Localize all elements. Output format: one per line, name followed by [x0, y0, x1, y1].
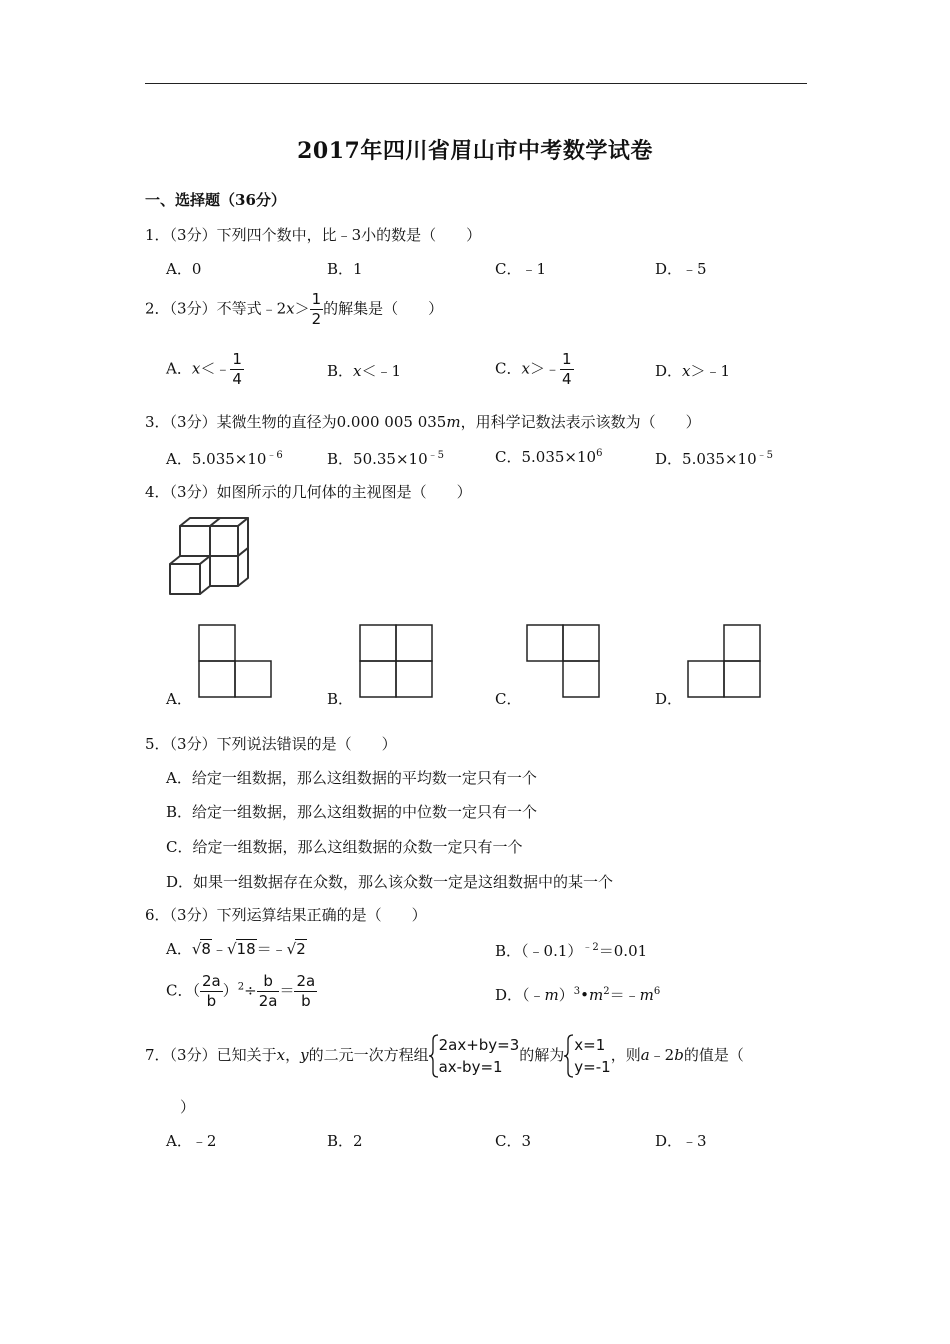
exponent: 2: [603, 986, 610, 997]
question-7-stem: [145, 1034, 744, 1078]
question-6-option-a: [166, 938, 307, 959]
exponent: ﹣6: [266, 450, 283, 461]
stem-text: 的二元一次方程组: [308, 1046, 429, 1064]
stem-text: 2．（3分）不等式﹣2: [145, 299, 287, 318]
exponent: 3: [573, 986, 581, 997]
radicand: 8: [201, 940, 211, 958]
question-7-option-b: B．2: [327, 1132, 363, 1150]
relation: ＞﹣1: [690, 362, 731, 380]
header-rule: [145, 83, 807, 84]
option-label: C．: [495, 359, 522, 378]
exponent: 6: [596, 448, 603, 459]
var-x: x: [286, 299, 295, 318]
question-1-option-c: C．﹣1: [495, 260, 547, 278]
question-3-option-a: [166, 446, 283, 469]
frac-num: 1: [561, 350, 572, 368]
question-5-option-c: C．给定一组数据，那么这组数据的众数一定只有一个: [166, 838, 523, 856]
exponent: 2: [237, 981, 245, 993]
var-x: x: [353, 362, 362, 380]
sqrt-8: √8: [191, 940, 211, 958]
fraction-one-half: [310, 292, 324, 327]
question-5-option-b: B．给定一组数据，那么这组数据的中位数一定只有一个: [166, 803, 538, 821]
left-brace-icon: [564, 1034, 574, 1078]
var-m: m: [446, 413, 461, 431]
stem-text: ，用科学记数法表示该数为（ ）: [460, 413, 701, 431]
option-text: A．5.035×10: [166, 450, 267, 468]
question-4-option-a-label: A．: [166, 690, 192, 708]
question-4-stem: 4．（3分）如图所示的几何体的主视图是（ ）: [145, 483, 472, 501]
option-text: ＝0.01: [598, 942, 648, 960]
frac-den: b: [206, 992, 217, 1010]
solution-1: x=1: [574, 1036, 606, 1054]
frac-den: 4: [561, 370, 572, 388]
option-label: B．: [327, 362, 354, 380]
exponent: ﹣2: [582, 942, 599, 953]
solid-figure-cubes: [164, 512, 254, 602]
stem-text: 7．（3分）已知关于: [145, 1046, 277, 1064]
relation: ＜﹣1: [361, 362, 402, 380]
frac-den: b: [301, 992, 311, 1010]
option-text: C．5.035×10: [495, 448, 597, 466]
option-c-view-diagram: [526, 624, 600, 698]
fraction-b-over-2a: [257, 974, 280, 1009]
question-5-stem: 5．（3分）下列说法错误的是（ ）: [145, 735, 397, 753]
var-m: m: [639, 986, 654, 1004]
option-label: D．（﹣: [495, 986, 545, 1004]
equals-sign: ＝: [279, 981, 295, 1000]
question-6-option-c: [166, 974, 317, 1009]
var-a: a: [640, 1046, 650, 1064]
paren: ）: [222, 981, 238, 1000]
var-x: x: [682, 362, 691, 380]
gt-sign: ＞: [294, 299, 310, 318]
option-b-view-diagram: [359, 624, 433, 698]
frac-num: 2a: [296, 972, 316, 990]
fraction-quarter: [230, 352, 244, 387]
section-heading: 一、选择题（36分）: [145, 191, 286, 209]
question-7-close-paren: ）: [180, 1098, 196, 1116]
equals-sign: ＝﹣: [609, 986, 640, 1004]
question-2-option-a: [166, 352, 244, 387]
stem-text: 的解为: [519, 1046, 565, 1064]
dot-sign: •: [580, 986, 590, 1004]
option-label: A．: [166, 359, 192, 378]
frac-num: b: [257, 974, 280, 992]
option-a-view-diagram: [198, 624, 272, 698]
var-b: b: [674, 1046, 684, 1064]
option-label: A．: [166, 940, 192, 958]
question-1-option-b: B．1: [327, 260, 363, 278]
var-y: y: [300, 1046, 309, 1064]
equation-system: [429, 1034, 520, 1078]
option-text: D．5.035×10: [655, 450, 757, 468]
frac-num: 1: [232, 350, 242, 368]
frac-num: 2a: [201, 972, 221, 990]
option-text: B．（﹣0.1）: [495, 942, 583, 960]
exponent: ﹣5: [427, 450, 444, 461]
radicand: 18: [236, 940, 256, 958]
page-title: 2017年四川省眉山市中考数学试卷: [297, 138, 653, 164]
option-label: D．: [655, 362, 683, 380]
minus-two: ﹣2: [649, 1046, 675, 1064]
stem-text: 3．（3分）某微生物的直径为0.000 005 035: [145, 413, 447, 431]
frac-den: 2: [311, 310, 322, 328]
question-3-option-b: [327, 446, 444, 469]
question-4-option-d-label: D．: [655, 690, 683, 708]
exponent: ﹣5: [756, 450, 773, 461]
question-7-option-d: D．﹣3: [655, 1132, 707, 1150]
divide-sign: ÷: [244, 981, 257, 1000]
option-d-view-diagram: [687, 624, 761, 698]
stem-text: ，则: [610, 1046, 641, 1064]
question-3-option-c: [495, 446, 602, 467]
frac-num: 1: [311, 290, 322, 308]
left-brace-icon: [429, 1034, 439, 1078]
sqrt-18: √18: [226, 940, 256, 958]
question-3-option-d: [655, 446, 773, 469]
question-7-option-a: A．﹣2: [166, 1132, 217, 1150]
var-x: x: [191, 359, 201, 378]
question-5-option-a: A．给定一组数据，那么这组数据的平均数一定只有一个: [166, 769, 537, 787]
fraction-quarter: [560, 352, 574, 387]
radicand: 2: [296, 940, 306, 958]
equation-2: ax-by=1: [438, 1058, 503, 1076]
stem-text: 的解集是（ ）: [323, 299, 444, 318]
option-text: B．50.35×10: [327, 450, 428, 468]
question-2-option-c: [495, 352, 574, 387]
solution-2: y=-1: [574, 1058, 611, 1076]
fraction-2a-over-b: [294, 974, 317, 1009]
option-label: C．（: [166, 981, 200, 1000]
paren: ）: [558, 986, 574, 1004]
exponent: 6: [653, 986, 661, 997]
relation: ＜﹣: [200, 359, 231, 378]
var-x: x: [521, 359, 530, 378]
var-m: m: [544, 986, 559, 1004]
minus-sign: ﹣: [211, 940, 227, 958]
question-2-option-d: [655, 360, 730, 381]
sqrt-2: √2: [286, 940, 306, 958]
question-1-option-d: D．﹣5: [655, 260, 707, 278]
question-1-stem: 1．（3分）下列四个数中，比﹣3小的数是（ ）: [145, 226, 482, 244]
equation-1: 2ax+by=3: [438, 1036, 520, 1054]
question-4-option-b-label: B．: [327, 690, 354, 708]
question-7-option-c: C．3: [495, 1132, 532, 1150]
var-m: m: [589, 986, 604, 1004]
question-6-stem: 6．（3分）下列运算结果正确的是（ ）: [145, 906, 427, 924]
relation: ＞﹣: [529, 359, 560, 378]
question-2-stem: [145, 292, 443, 327]
fraction-2a-over-b: [200, 974, 223, 1009]
solution-system: [564, 1034, 610, 1078]
question-6-option-b: [495, 938, 647, 961]
question-2-option-b: [327, 360, 401, 381]
comma: ，: [285, 1046, 301, 1064]
stem-text: 的值是（: [683, 1046, 744, 1064]
question-3-stem: [145, 411, 701, 432]
frac-den: 4: [232, 370, 242, 388]
question-1-option-a: A．0: [166, 260, 202, 278]
frac-den: 2a: [258, 992, 278, 1010]
var-x: x: [276, 1046, 286, 1064]
equals-sign: ＝﹣: [256, 940, 287, 958]
question-6-option-d: [495, 984, 660, 1005]
question-5-option-d: D．如果一组数据存在众数，那么该众数一定是这组数据中的某一个: [166, 873, 614, 891]
question-4-option-c-label: C．: [495, 690, 522, 708]
